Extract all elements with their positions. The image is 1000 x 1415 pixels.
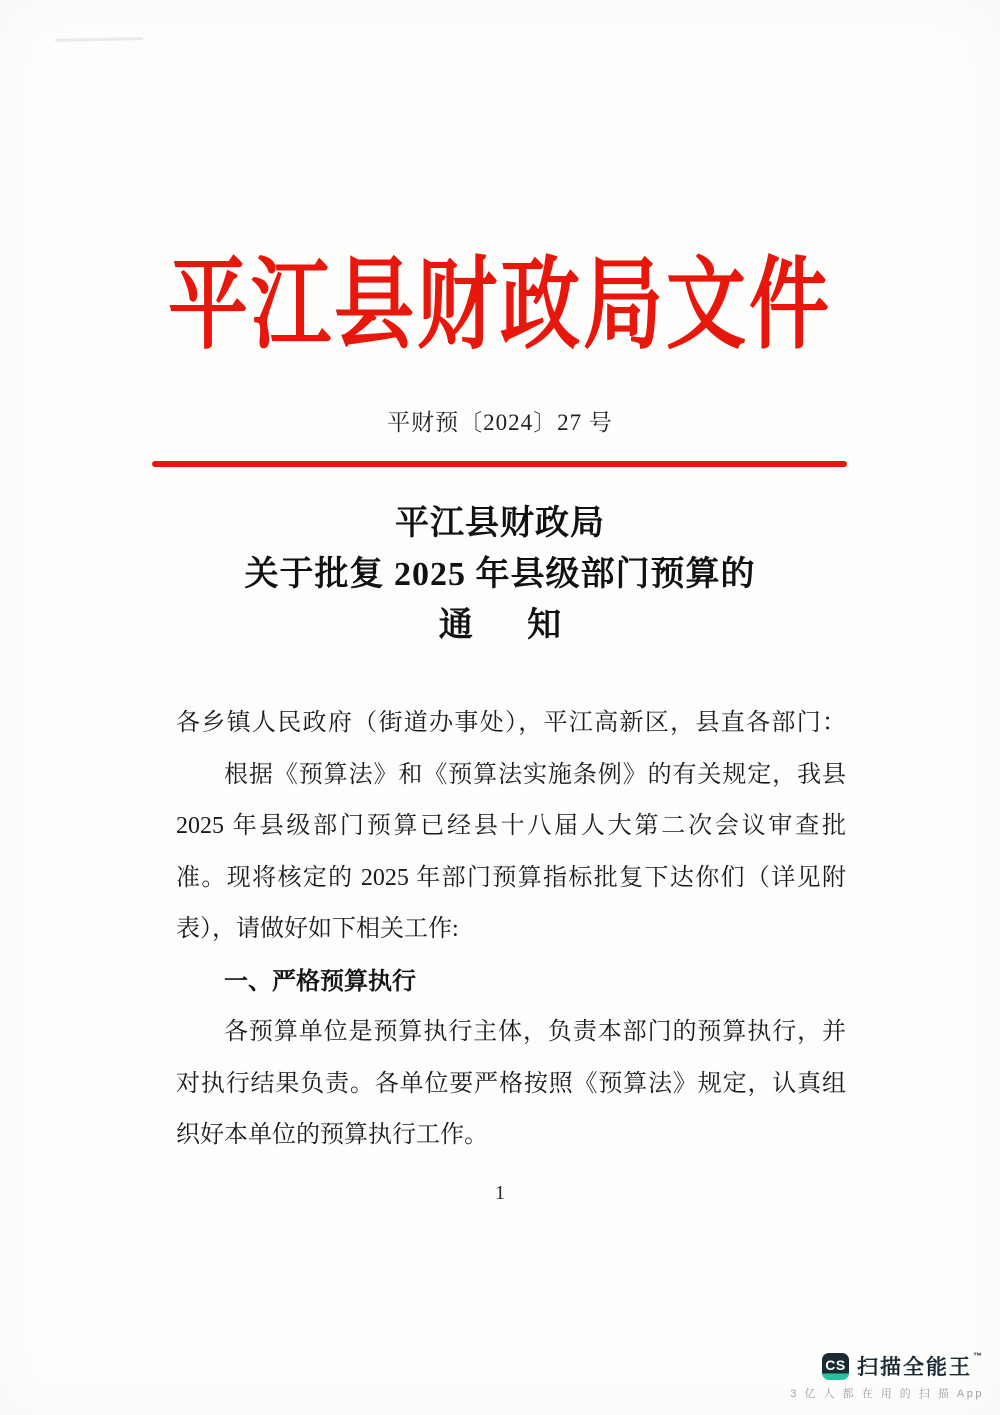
- camscanner-logo-text: CS: [825, 1356, 846, 1373]
- title-line-1: 平江县财政局: [395, 505, 605, 542]
- title-line-2: 关于批复 2025 年县级部门预算的: [244, 556, 756, 593]
- body-line: 表），请做好如下相关工作:: [176, 916, 459, 942]
- camscanner-logo-icon: [822, 1353, 849, 1380]
- body-line: 准。现将核定的 2025 年部门预算指标批复下达你们（详见附: [176, 864, 846, 891]
- page-number: 1: [495, 1182, 505, 1204]
- body-line-salutation: 各乡镇人民政府（街道办事处），平江高新区，县直各部门：: [176, 710, 846, 736]
- body-line: 2025 年县级部门预算已经县十八届人大第二次会议审查批: [176, 813, 846, 839]
- body-line: 各预算单位是预算执行主体，负责本部门的预算执行，并: [224, 1019, 846, 1045]
- trademark-symbol: ™: [973, 1351, 984, 1361]
- agency-header-title: 平江县财政局文件: [168, 251, 832, 362]
- body-line: 织好本单位的预算执行工作。: [176, 1122, 488, 1148]
- document-body: [176, 698, 846, 1162]
- camscanner-watermark: [790, 1351, 984, 1401]
- camscanner-app-name-text: 扫描全能王: [857, 1356, 972, 1379]
- scan-artifact-line: [55, 37, 143, 42]
- document-number: 平财预〔2024〕27 号: [387, 410, 613, 435]
- body-line: 对执行结果负责。各单位要严格按照《预算法》规定，认真组: [176, 1070, 846, 1097]
- body-line: 根据《预算法》和《预算法实施条例》的有关规定，我县: [224, 761, 846, 788]
- camscanner-app-name: [857, 1351, 984, 1381]
- camscanner-tagline: 3 亿 人 都 在 用 的 扫 描 App: [790, 1388, 984, 1400]
- red-divider-line: [152, 461, 847, 467]
- document-title: [0, 498, 1000, 651]
- title-line-3: 通 知: [438, 607, 572, 644]
- body-section-heading: 一、严格预算执行: [224, 967, 416, 995]
- camscanner-row: [790, 1351, 984, 1381]
